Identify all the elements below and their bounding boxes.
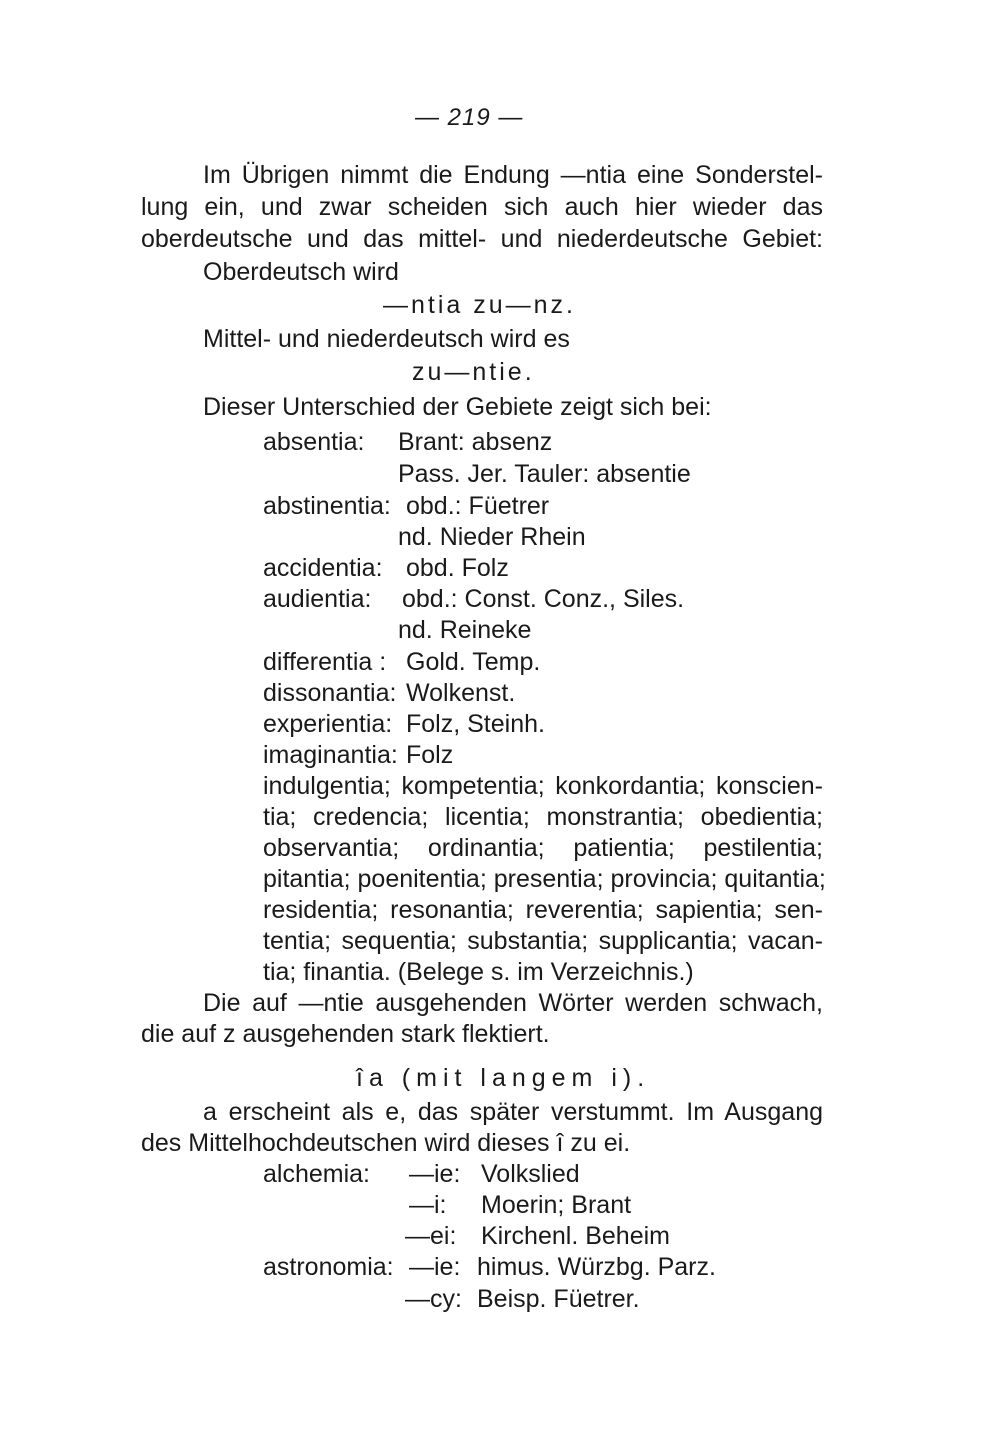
intro-line: lung ein, und zwar scheiden sich auch hier wieder das: [141, 193, 823, 221]
section-last-line: des Mittelhochdeutschen wird dieses î zu ei.: [141, 1129, 631, 1157]
entry-source: obd.: Const. Conz., Siles.: [402, 585, 685, 613]
entry-source: Pass. Jer. Tauler: absentie: [398, 460, 691, 488]
entry-source: obd.: Füetrer: [406, 492, 550, 520]
list-last-line: tia; finantia. (Belege s. im Verzeichnis.): [263, 958, 694, 986]
list-line: indulgentia; kompetentia; konkordantia; konscien-: [263, 772, 823, 800]
entry-source: Gold. Temp.: [406, 648, 541, 676]
page-number: — 219 —: [415, 104, 524, 131]
mittel-label: Mittel- und niederdeutsch wird es: [203, 325, 570, 353]
section-line: a erscheint als e, das später verstummt. Im Ausgang: [203, 1098, 823, 1126]
entry-term: experientia:: [263, 710, 393, 738]
unterschied-line: Dieser Unterschied der Gebiete zeigt sich bei:: [203, 393, 712, 421]
entry-source: nd. Nieder Rhein: [398, 523, 586, 551]
entry-term: absentia:: [263, 428, 365, 456]
section-heading: îa (mit langem i).: [356, 1064, 651, 1092]
entry-term: abstinentia:: [263, 492, 391, 520]
ending-suffix: —ei:: [405, 1222, 457, 1250]
ober-label: Oberdeutsch wird: [203, 258, 399, 286]
entry-source: obd. Folz: [406, 554, 509, 582]
entry-term: accidentia:: [263, 554, 383, 582]
ntie-line: Die auf —ntie ausgehenden Wörter werden schwach,: [203, 989, 823, 1017]
entry-source: Brant: absenz: [398, 428, 553, 456]
intro-line: Im Übrigen nimmt die Endung —ntia eine Sonderstel-: [203, 161, 823, 189]
ending-source: Moerin; Brant: [481, 1191, 632, 1219]
list-line: observantia; ordinantia; patientia; pestilentia;: [263, 834, 823, 862]
list-line: tia; credencia; licentia; monstrantia; obedientia;: [263, 803, 823, 831]
ending-term: astronomia:: [263, 1253, 394, 1281]
list-line: pitantia; poenitentia; presentia; provincia; quitantia;: [263, 865, 826, 893]
entry-source: nd. Reineke: [398, 616, 532, 644]
entry-source: Folz: [406, 741, 454, 769]
ending-source: Volkslied: [481, 1160, 580, 1188]
list-line: tentia; sequentia; substantia; supplicantia; vacan-: [263, 927, 823, 955]
ntie-last-line: die auf z ausgehenden stark flektiert.: [141, 1020, 550, 1048]
entry-term: differentia :: [263, 648, 387, 676]
ober-rule: —ntia zu—nz.: [383, 291, 577, 319]
entry-term: audientia:: [263, 585, 372, 613]
ending-source: Beisp. Füetrer.: [477, 1285, 640, 1313]
ending-suffix: —i:: [409, 1191, 447, 1219]
list-line: residentia; resonantia; reverentia; sapientia; sen-: [263, 896, 823, 924]
entry-source: Wolkenst.: [406, 679, 516, 707]
ending-source: himus. Würzbg. Parz.: [477, 1253, 716, 1281]
ending-term: alchemia:: [263, 1160, 370, 1188]
ending-source: Kirchenl. Beheim: [481, 1222, 670, 1250]
ending-suffix: —cy:: [405, 1285, 462, 1313]
intro-line: oberdeutsche und das mittel- und niederdeutsche Gebiet:: [141, 225, 823, 253]
ending-suffix: —ie:: [409, 1160, 461, 1188]
mittel-rule: zu—ntie.: [412, 358, 535, 386]
entry-term: dissonantia:: [263, 679, 397, 707]
entry-source: Folz, Steinh.: [406, 710, 545, 738]
entry-term: imaginantia:: [263, 741, 398, 769]
ending-suffix: —ie:: [409, 1253, 461, 1281]
